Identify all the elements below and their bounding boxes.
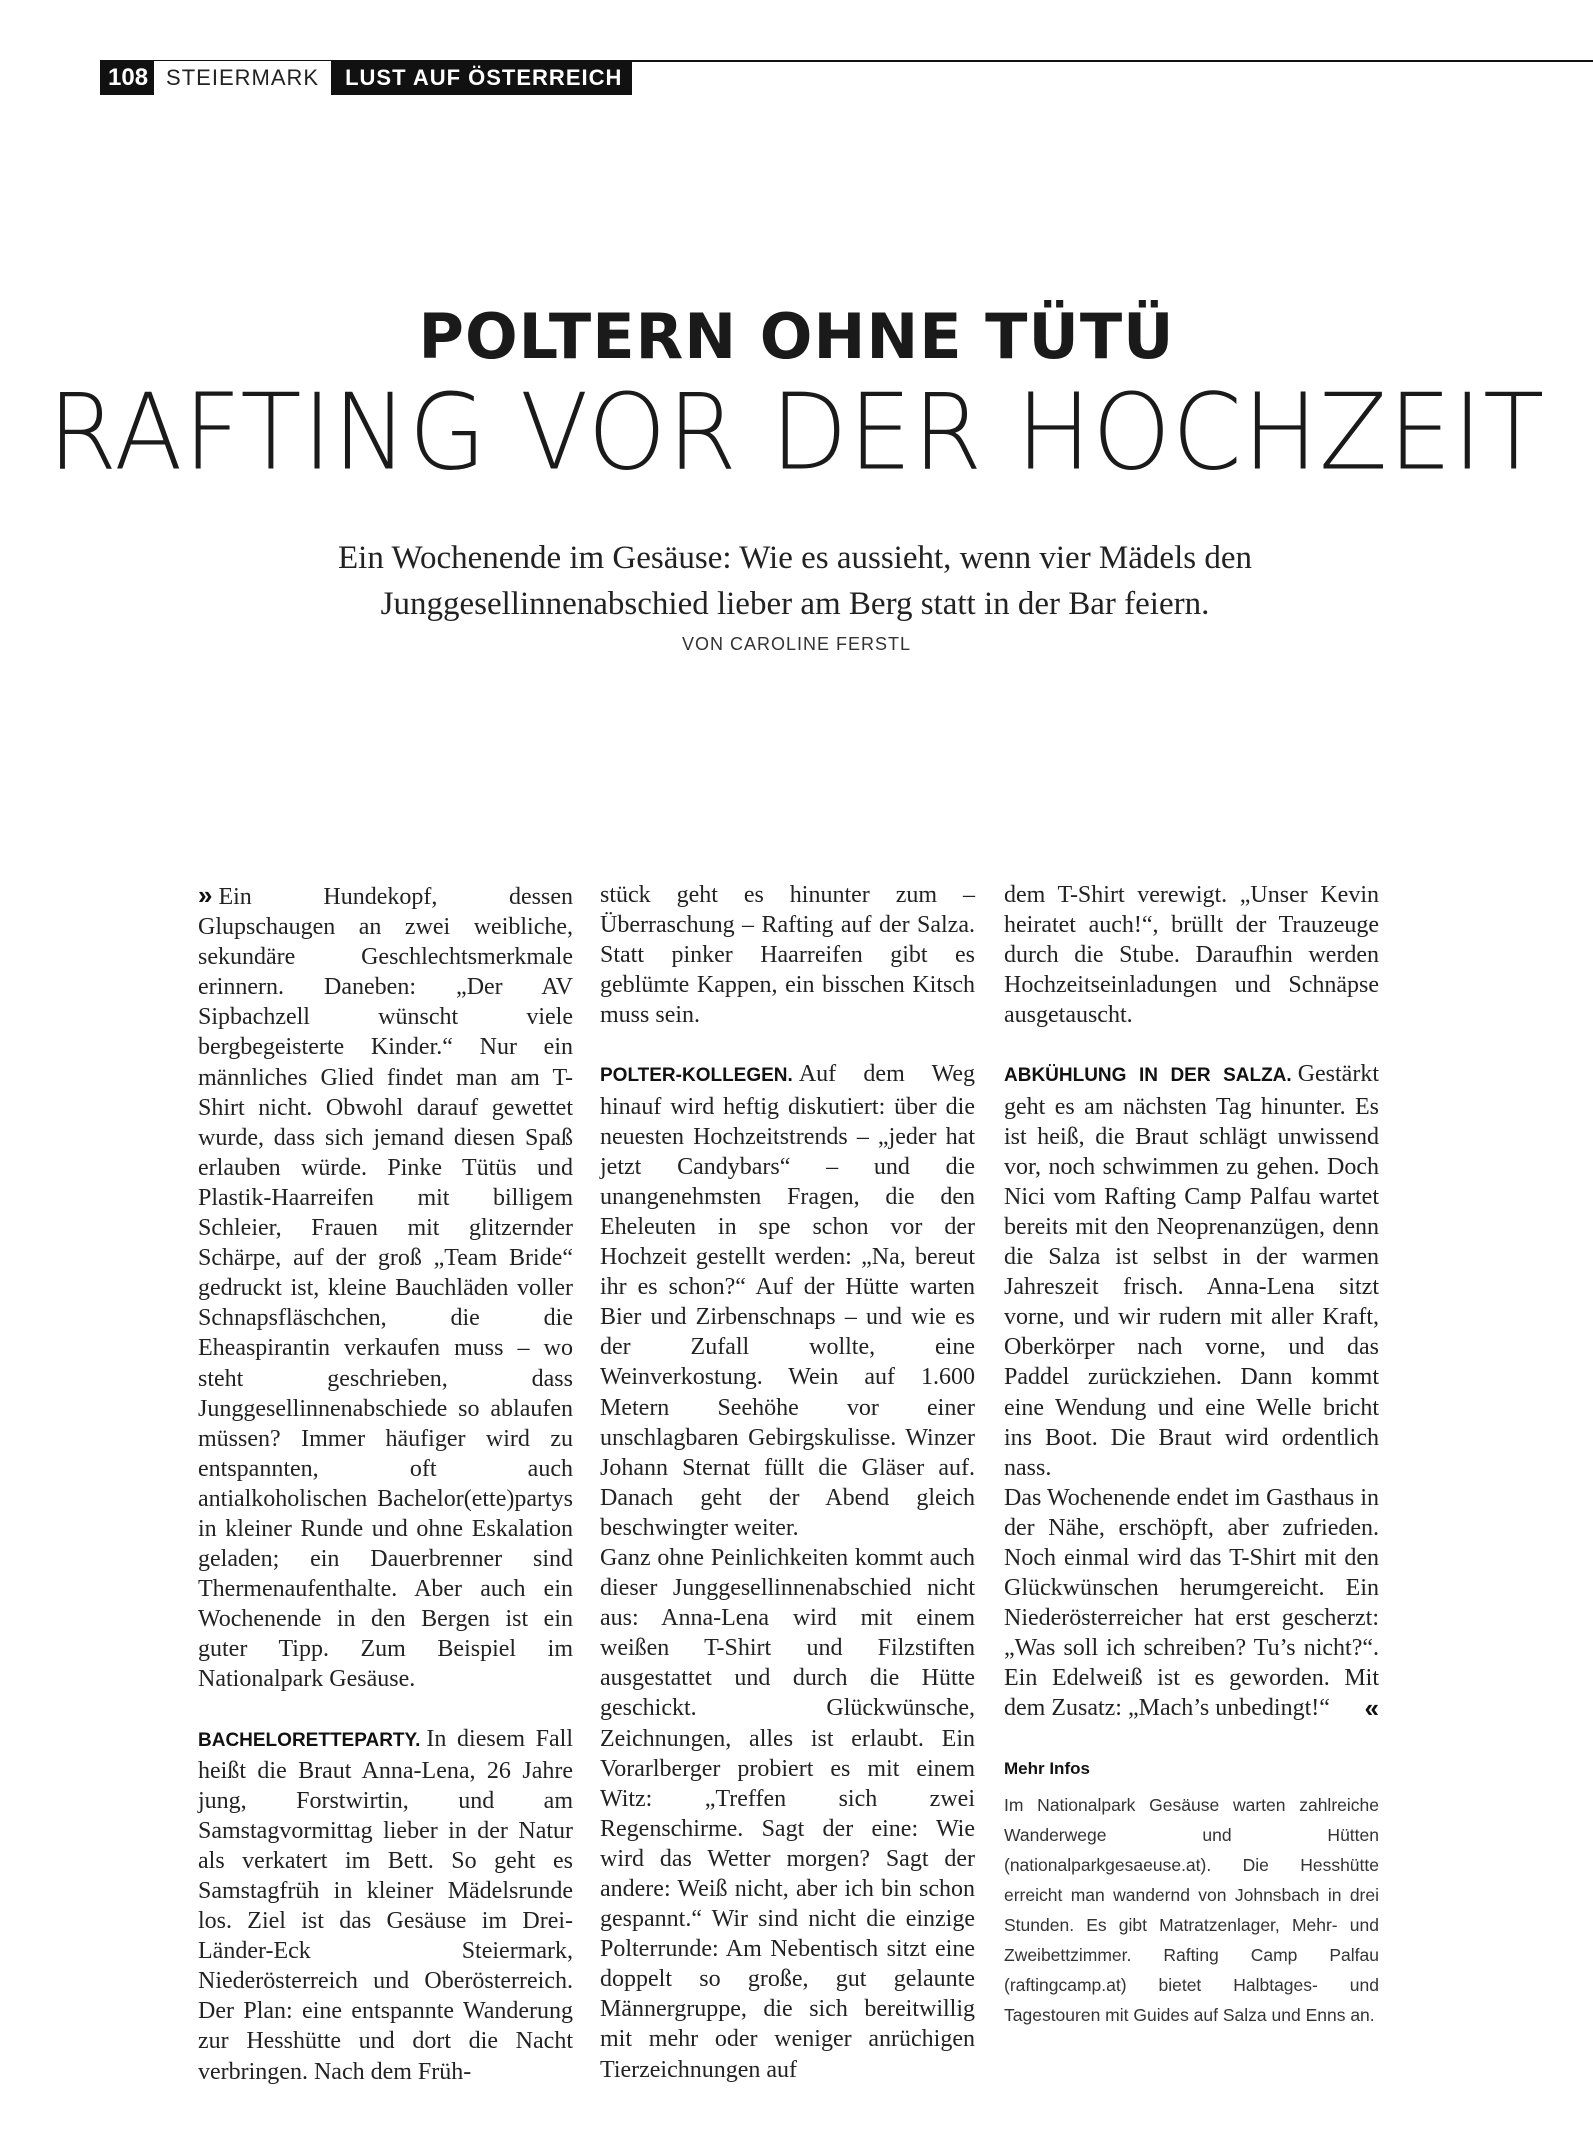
text-column-2 bbox=[600, 880, 975, 2085]
info-box-body: Im Nationalpark Gesäuse warten zahlreiche Wanderwege und Hütten (nationalparkgesaeuse.at). Die Hesshütte erreicht man wandernd von Johnsbach in drei Stunden. Es gibt Matratzenlager, Mehr- und Zweibettzimmer. Rafting Camp Palfau (raftingcamp.at) bietet Halbtages- und Tagestouren mit Guides auf Salza und Enns an. bbox=[1004, 1794, 1379, 2025]
info-box-title: Mehr Infos bbox=[1004, 1758, 1090, 1778]
info-box bbox=[1004, 1754, 1379, 2030]
paragraph-text: Ganz ohne Peinlichkeiten kommt auch dieser Junggesellinnenabschied nicht aus: Anna-Lena wird mit einem weißen T-Shirt und Filzstiften ausgestattet und durch die Hütte geschickt. Glückwünsche, Zeichnungen, alles ist erlaubt. Ein Vorarlberger probiert es mit einem Witz: „Treffen sich zwei Regenschirme. Sagt der eine: Wie wird das Wetter morgen? Sagt der andere: Weiß nicht, aber ich bin schon gespannt.“ Wir sind nicht die einzige Polterrunde: Am Nebentisch sitzt eine doppelt so große, gut gelaunte Männergruppe, die sich bereitwillig mit mehr oder weniger anrüchigen Tierzeichnungen auf bbox=[600, 1544, 975, 2083]
paragraph-text: Auf dem Weg hinauf wird heftig diskutiert: über die neuesten Hochzeitstrends – „jeder hat jetzt Candybars“ – und die unangenehmsten Fragen, die den Eheleuten in spe schon vor der Hochzeit gestellt werden: „Na, bereut ihr es schon?“ Auf der Hütte warten Bier und Zirbenschnaps – und wie es der Zufall wollte, eine Weinverkostung. Wein auf 1.600 Metern Seehöhe vor einer unschlagbaren Gebirgskulisse. Winzer Johann Sternat füllt die Gläser auf. Danach geht der Abend gleich beschwingter weiter. bbox=[600, 1061, 975, 1541]
paragraph-peinlichkeiten bbox=[600, 1543, 975, 2085]
paragraph-ending bbox=[1004, 1483, 1379, 1724]
paragraph-continued bbox=[600, 880, 975, 1030]
paragraph-continued bbox=[1004, 880, 1379, 1030]
subhead-bachelorette: BACHELORETTEPARTY. bbox=[198, 1729, 421, 1751]
subhead-polter-kollegen: POLTER-KOLLEGEN. bbox=[600, 1065, 793, 1087]
article-deck: Ein Wochenende im Gesäuse: Wie es aussieht, wenn vier Mädels den Junggesellinnenabschied lieber am Berg statt in der Bar feiern. bbox=[338, 540, 1252, 622]
paragraph-text: stück geht es hinunter zum – Überraschung – Rafting auf der Salza. Statt pinker Haarreifen gibt es geblümte Kappen, ein bisschen Kitsch muss sein. bbox=[600, 882, 975, 1029]
paragraph-text: dem T-Shirt verewigt. „Unser Kevin heiratet auch!“, brüllt der Trauzeuge durch die Stube. Daraufhin werden Hochzeitseinladungen und Schnäpse ausgetauscht. bbox=[1004, 882, 1379, 1029]
text-column-3 bbox=[1004, 880, 1379, 2030]
article-kicker: POLTERN OHNE TÜTÜ bbox=[418, 300, 1175, 373]
end-quote-mark: « bbox=[1364, 1693, 1379, 1724]
header-bar bbox=[100, 61, 632, 95]
article-headline: RAFTING VOR DER HOCHZEIT bbox=[47, 371, 1546, 494]
paragraph-abkuehlung bbox=[1004, 1059, 1379, 1482]
page-header bbox=[0, 60, 1593, 96]
text-column-1 bbox=[198, 880, 573, 2087]
section-label: STEIERMARK bbox=[154, 61, 331, 95]
subhead-abkuehlung: ABKÜHLUNG IN DER SALZA. bbox=[1004, 1065, 1292, 1087]
paragraph-bachelorette bbox=[198, 1724, 573, 2087]
article-byline: VON CAROLINE FERSTL bbox=[681, 634, 912, 654]
paragraph-text: Gestärkt geht es am nächsten Tag hinunter. Es ist heiß, die Braut schlägt unwissend vor, noch schwimmen zu gehen. Doch Nici vom Rafting Camp Palfau wartet bereits mit den Neoprenanzügen, denn die Salza ist selbst in der warmen Jahreszeit frisch. Anna-Lena sitzt vorne, und wir rudern mit aller Kraft, Oberkörper nach vorne, und das Paddel zurückziehen. Dann kommt eine Wendung und eine Welle bricht ins Boot. Die Braut wird ordentlich nass. bbox=[1004, 1061, 1379, 1481]
paragraph-text: In diesem Fall heißt die Braut Anna-Lena, 26 Jahre jung, Forstwirtin, und am Samstagvormittag lieber in der Natur als verkatert im Bett. So geht es Samstagfrüh in kleiner Mädelsrunde los. Ziel ist das Gesäuse im Drei-Länder-Eck Steiermark, Niederösterreich und Oberösterreich. Der Plan: eine entspannte Wanderung zur Hesshütte und dort die Nacht verbringen. Nach dem Früh- bbox=[198, 1725, 573, 2085]
paragraph-text: Ein Hundekopf, dessen Glupschaugen an zwei weibliche, sekundäre Geschlechtsmerkmale erinnern. Daneben: „Der AV Sipbachzell wünscht viele bergbegeisterte Kinder.“ Nur ein männliches Glied findet man am T-Shirt nicht. Obwohl darauf gewettet wurde, dass sich jemand diesen Spaß erlauben würde. Pinke Tütüs und Plastik-Haarreifen mit billigem Schleier, Frauen mit glitzernder Schärpe, auf der groß „Team Bride“ gedruckt ist, kleine Bauchläden voller Schnapsfläschchen, die die Eheaspirantin verkaufen muss – wo steht geschrieben, dass Junggesellinnenabschiede so ablaufen müssen? Immer häufiger wird zu entspannten, oft auch antialkoholischen Bachelor(ette)partys in kleiner Runde und ohne Eskalation geladen; ein Dauerbrenner sind Thermenaufenthalte. Aber auch ein Wochenende in den Bergen ist ein guter Tipp. Zum Beispiel im Nationalpark Gesäuse. bbox=[198, 884, 573, 1693]
start-quote-mark: » bbox=[198, 880, 213, 910]
page-number: 108 bbox=[100, 61, 154, 95]
magazine-label: LUST AUF ÖSTERREICH bbox=[331, 61, 632, 95]
paragraph-polter-kollegen bbox=[600, 1059, 975, 1543]
paragraph-intro bbox=[198, 880, 573, 1695]
paragraph-text: Das Wochenende endet im Gasthaus in der Nähe, erschöpft, aber zufrieden. Noch einmal wird das T-Shirt mit den Glückwünschen herumgereicht. Ein Niederösterreicher hat erst gescherzt: „Was soll ich schreiben? Tu’s nicht?“. Ein Edelweiß ist es geworden. Mit dem Zusatz: „Mach’s unbedingt!“ bbox=[1004, 1484, 1379, 1722]
